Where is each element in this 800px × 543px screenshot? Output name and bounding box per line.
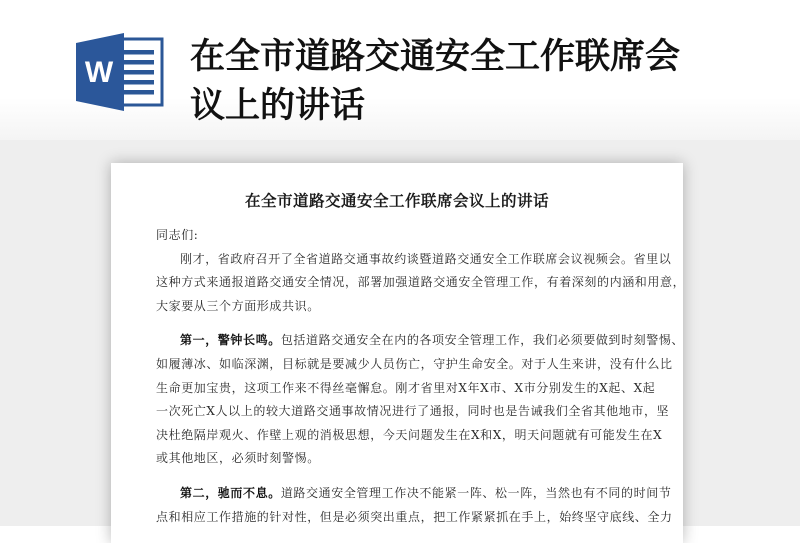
paragraph-1-line: 这种方式来通报道路交通安全情况，部署加强道路交通安全管理工作，有着深刻的内涵和用意， xyxy=(156,275,686,290)
paragraph-2-line: 或其他地区，必须时刻警惕。 xyxy=(156,451,320,466)
document-body xyxy=(156,224,686,529)
paragraph-3-line: 点和相应工作措施的针对性，但是必须突出重点，把工作紧紧抓在手上，始终坚守底线、全力 xyxy=(156,509,673,524)
paragraph-1-line: 刚才，省政府召开了全省道路交通事故约谈暨道路交通安全工作联席会议视频会。省里以 xyxy=(180,251,672,266)
paragraph-3-lead: 第二，驰而不息。 xyxy=(180,485,281,500)
paragraph-2-line: 如履薄冰、如临深渊，目标就是要减少人员伤亡，守护生命安全。对于人生来讲，没有什么比 xyxy=(156,356,673,371)
paragraph-2-line: 决杜绝隔岸观火、作壁上观的消极思想，今天问题发生在X和X，明天问题就有可能发生在X xyxy=(156,427,663,442)
paragraph-2-line: 生命更加宝贵，这项工作来不得丝毫懈怠。刚才省里对X年X市、X市分别发生的X起、X起 xyxy=(156,380,656,395)
salutation: 同志们: xyxy=(156,228,199,242)
paragraph-3-line: 第二，驰而不息。道路交通安全管理工作决不能紧一阵、松一阵，当然也有不同的时间节 xyxy=(180,485,672,500)
document-page xyxy=(111,163,686,543)
word-icon-letter: W xyxy=(84,56,114,89)
page-title-line-2: 议上的讲话 xyxy=(190,86,366,126)
paragraph-1-line: 大家要从三个方面形成共识。 xyxy=(156,298,320,313)
page-title xyxy=(190,33,750,131)
document-title: 在全市道路交通安全工作联席会议上的讲话 xyxy=(244,191,549,210)
paragraph-2-lead: 第一，警钟长鸣。 xyxy=(180,333,281,348)
paragraph-2-line: 第一，警钟长鸣。包括道路交通安全在内的各项安全管理工作，我们必须要做到时刻警惕、 xyxy=(180,333,685,348)
paragraph-2-line: 一次死亡X人以上的较大道路交通事故情况进行了通报，同时也是告诫我们全省其他地市，坚 xyxy=(156,404,670,419)
page-title-line-1: 在全市道路交通安全工作联席会 xyxy=(190,37,681,77)
word-icon xyxy=(76,33,166,111)
